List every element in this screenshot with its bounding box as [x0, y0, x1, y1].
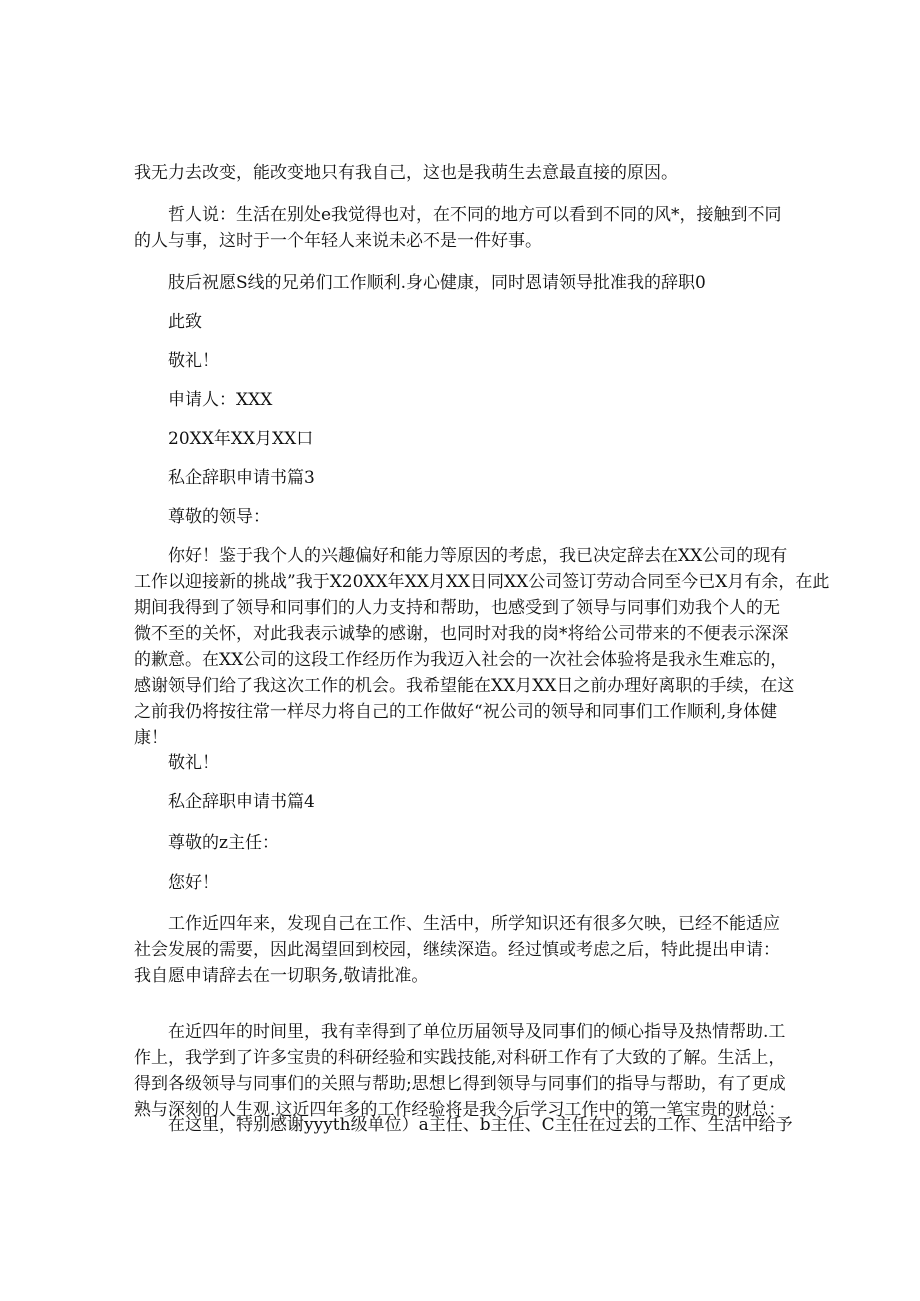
- text-line: 在近四年的时间里，我有幸得到了单位历届领导及同事们的倾心指导及热情帮助.工: [168, 1022, 786, 1042]
- text-line: 敬礼！: [168, 753, 219, 773]
- text-line: 20XX年XX月XX口: [168, 429, 314, 449]
- text-line: 尊敬的领导：: [168, 507, 270, 527]
- text-line: 申请人：XXX: [168, 390, 273, 410]
- paragraph-body-4c: [168, 1112, 793, 1138]
- text-line: 作上，我学到了许多宝贵的科研经验和实践技能,对科研工作有了大致的了解。生活上，: [134, 1048, 786, 1068]
- applicant-line: [168, 387, 272, 413]
- text-line: 得到各级领导与同事们的关照与帮助;思想匕得到领导与同事们的指导与帮助，有了更成: [134, 1074, 786, 1094]
- text-line: 工作近四年来，发现自己在工作、生活中，所学知识还有很多欠映，已经不能适应: [168, 914, 780, 934]
- text-line: 肢后祝愿S线的兄弟们工作顺利.身心健康，同时恩请领导批准我的辞职0: [168, 273, 706, 293]
- greeting-line: [168, 504, 270, 530]
- text-line: 此致: [168, 312, 202, 332]
- regards-line: [168, 348, 219, 374]
- text-line: 你好！鉴于我个人的兴趣偏好和能力等原因的考虑，我已决定辞去在XX公司的现有: [168, 546, 788, 566]
- hello-line: [168, 870, 219, 896]
- paragraph-1: [134, 160, 678, 186]
- text-line: 您好！: [168, 873, 219, 893]
- text-line: 哲人说：生活在别处e我觉得也对，在不同的地方可以看到不同的风*，接触到不同: [168, 205, 782, 225]
- text-line: 在这里，特别感谢yyyth级单位）a主任、b主任、C主任在过去的工作、生活中给予: [168, 1115, 793, 1135]
- regards-line-2: [168, 750, 219, 776]
- text-line: 社会发展的需要，因此渴望回到校园，继续深造。经过慎或考虑之后，特此提出申请：: [134, 940, 780, 960]
- text-line: 的歉意。在XX公司的这段工作经历作为我迈入社会的一次社会体验将是我永生难忘的，: [134, 650, 788, 670]
- text-line: 熟与深刻的人生观.这近四年多的工作经验将是我今后学习工作中的第一笔宝贵的财总：: [134, 1100, 786, 1120]
- paragraph-3: [168, 270, 706, 296]
- text-line: 工作以迎接新的挑战”我于X20XX年XX月XX日同XX公司签订劳动合同至今已X月有余，在此: [134, 572, 830, 592]
- section-heading-4: [168, 789, 315, 815]
- text-line: 感谢领导们给了我这次工作的机会。我希望能在XX月XX日之前办理好离职的手续，在这: [134, 676, 795, 696]
- text-line: 尊敬的z主任：: [168, 833, 279, 853]
- text-line: 微不至的关怀，对此我表示诚挚的感谢，也同时对我的岗*将给公司带来的不便表示深深: [134, 624, 789, 644]
- section-heading-3: [168, 465, 315, 491]
- closing-salutation: [168, 309, 202, 335]
- paragraph-body-4b: [134, 1019, 786, 1123]
- text-line: 的人与事，这时于一个年轻人来说未必不是一件好事。: [134, 231, 542, 251]
- paragraph-body-3: [134, 543, 829, 751]
- text-line: 私企辞职申请书篇3: [168, 468, 315, 488]
- paragraph-2: [134, 202, 782, 254]
- text-line: 之前我仍将按往常一样尽力将自己的工作做好“祝公司的领导和同事们工作顺利,身体健: [134, 702, 778, 722]
- text-line: 康！: [134, 728, 168, 748]
- text-line: 我自愿申请辞去在一切职务,敬请批准。: [134, 966, 429, 986]
- text-line: 我无力去改变，能改变地只有我自己，这也是我萌生去意最直接的原因。: [134, 163, 678, 183]
- paragraph-body-4a: [134, 911, 780, 989]
- text-line: 私企辞职申请书篇4: [168, 792, 315, 812]
- greeting-line-2: [168, 830, 279, 856]
- date-line: [168, 426, 313, 452]
- text-line: 敬礼！: [168, 351, 219, 371]
- text-line: 期间我得到了领导和同事们的人力支持和帮助，也感受到了领导与同事们劝我个人的无: [134, 598, 780, 618]
